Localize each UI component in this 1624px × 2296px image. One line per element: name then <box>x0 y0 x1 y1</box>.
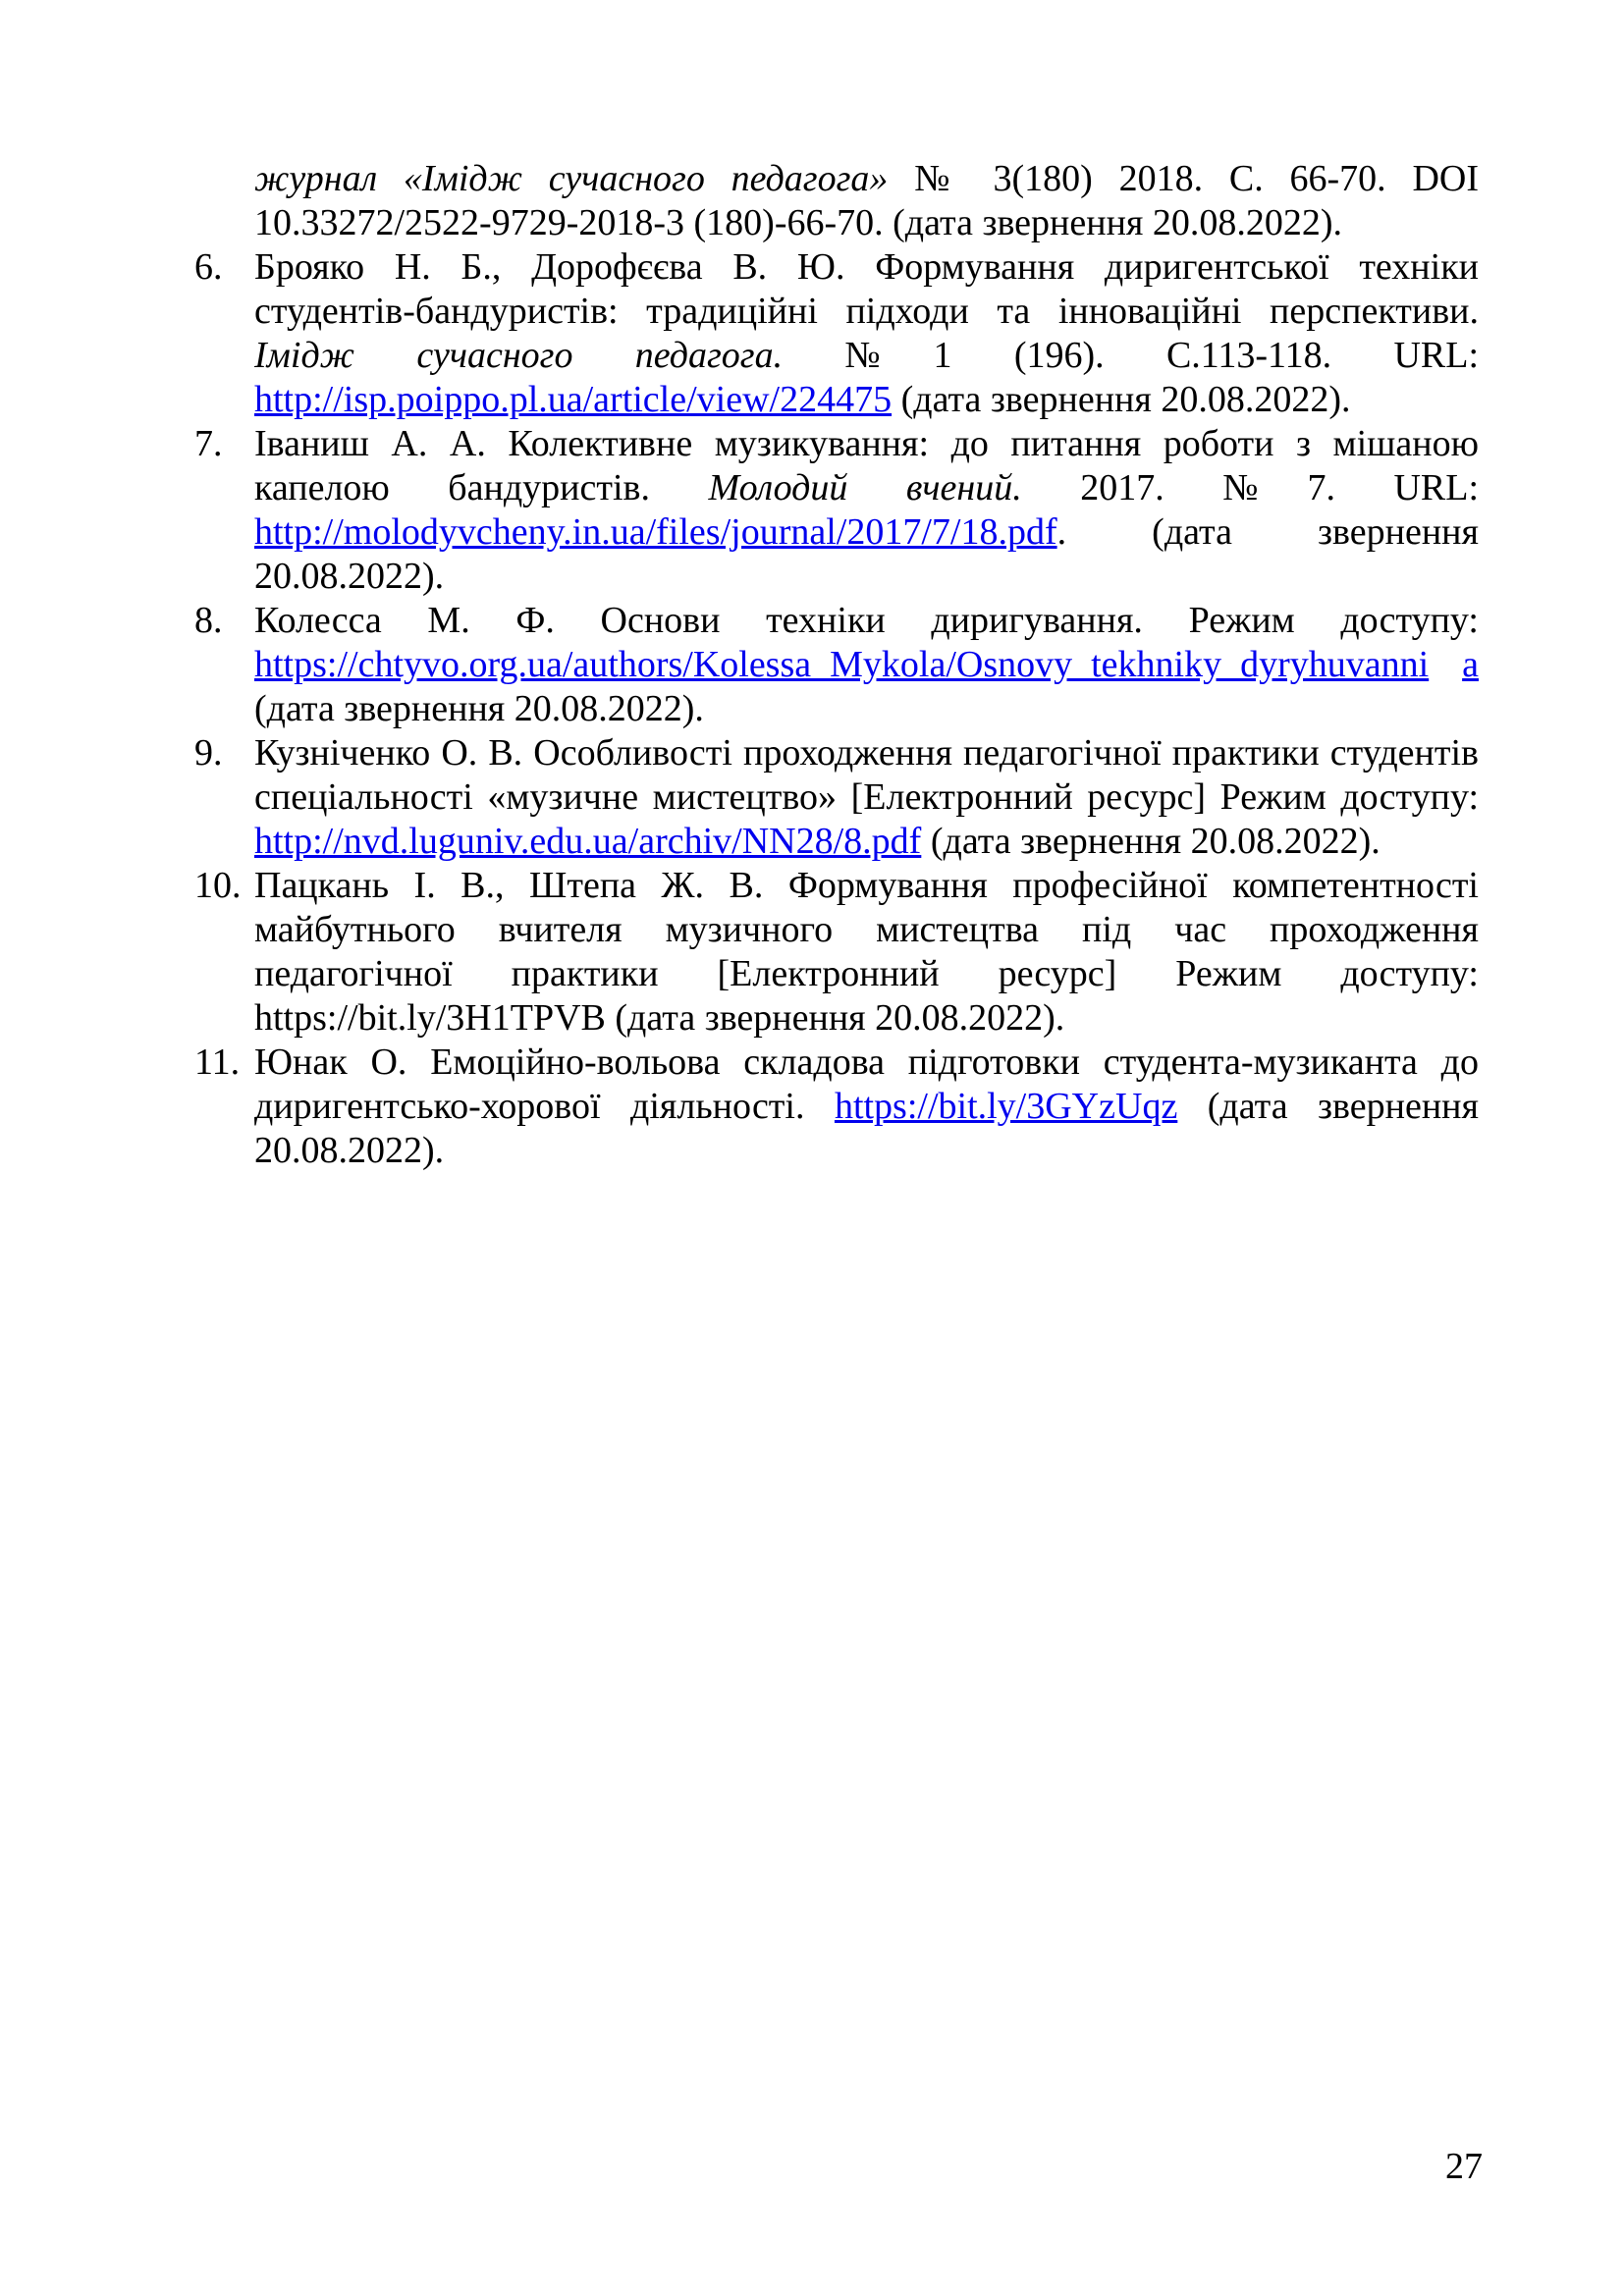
reference-number: 11. <box>194 1041 241 1083</box>
reference-text: (дата звернення 20.08.2022). <box>254 688 704 729</box>
reference-item-5-continued <box>194 157 1479 245</box>
reference-item-11 <box>194 1041 1479 1173</box>
reference-item-10 <box>194 864 1479 1041</box>
reference-url-link-continued[interactable]: a <box>1462 644 1479 685</box>
journal-title: журнал «Імідж сучасного педагога» <box>254 158 889 199</box>
reference-url-link[interactable]: https://chtyvo.org.ua/authors/Kolessa_Mykola/Osnovy_tekhniky_dyryhuvanni <box>254 644 1430 685</box>
reference-body <box>254 422 1479 599</box>
reference-url-link[interactable]: https://bit.ly/3GYzUqz <box>834 1086 1178 1127</box>
reference-text: . (дата звернення 20.08.2022). <box>254 511 1479 597</box>
reference-number: 6. <box>194 246 223 288</box>
journal-title: Молодий вчений. <box>708 467 1022 508</box>
reference-item-6 <box>194 245 1479 422</box>
page-number: 27 <box>1445 2146 1483 2187</box>
reference-url-link[interactable]: http://isp.poippo.pl.ua/article/view/224475 <box>254 379 893 420</box>
reference-text: Брояко Н. Б., Дорофєєва В. Ю. Формування диригентської техніки студентів-бандуристів: традиційні підходи та інноваційні перспективи. <box>254 246 1479 332</box>
reference-text: Пацкань І. В., Штепа Ж. В. Формування професійної компетентності майбутнього вчителя музичного мистецтва під час проходження педагогічної практики [Електронний ресурс] Режим доступу: https://bit.ly/3H1TPVB (дата звернення 20.08.2022). <box>254 865 1479 1039</box>
reference-list <box>194 157 1479 1173</box>
reference-number: 10. <box>194 865 242 906</box>
reference-text: (дата звернення 20.08.2022). <box>921 821 1380 862</box>
reference-number: 8. <box>194 600 223 641</box>
reference-body <box>254 157 1479 245</box>
reference-body <box>254 245 1479 422</box>
reference-body <box>254 731 1479 864</box>
reference-text: (дата звернення 20.08.2022). <box>892 379 1351 420</box>
reference-text: Юнак О. Емоційно-вольова складова підготовки студента-музиканта до диригентсько-хорової діяльності. <box>254 1041 1479 1127</box>
reference-text: Іваниш А. А. Колективне музикування: до питання роботи з мішаною капелою бандуристів. <box>254 423 1479 508</box>
reference-text: № 3(180) 2018. С. 66-70. DOI 10.33272/2522-9729-2018-3 (180)-66-70. (дата звернення 20.08.2022). <box>254 158 1479 243</box>
reference-text: №1 (196). С.113-118. URL: <box>783 335 1479 376</box>
reference-text: Кузніченко О. В. Особливості проходження педагогічної практики студентів спеціальності «музичне мистецтво» [Електронний ресурс] Режим доступу: <box>254 732 1479 818</box>
reference-text <box>1429 644 1462 685</box>
reference-text: (дата звернення 20.08.2022). <box>254 1086 1479 1171</box>
reference-body <box>254 1041 1479 1173</box>
reference-url-link[interactable]: http://molodyvcheny.in.ua/files/journal/2017/7/18.pdf <box>254 511 1057 553</box>
reference-body <box>254 599 1479 731</box>
reference-body <box>254 864 1479 1041</box>
reference-url-link[interactable]: http://nvd.luguniv.edu.ua/archiv/NN28/8.pdf <box>254 821 922 862</box>
reference-item-7 <box>194 422 1479 599</box>
reference-item-9 <box>194 731 1479 864</box>
reference-item-8 <box>194 599 1479 731</box>
journal-title: Імідж сучасного педагога. <box>254 335 784 376</box>
reference-number: 9. <box>194 732 223 774</box>
reference-text: 2017. №7. URL: <box>1021 467 1480 508</box>
reference-number: 7. <box>194 423 223 464</box>
reference-text: Колесса М. Ф. Основи техніки диригування. Режим доступу: <box>254 600 1479 641</box>
